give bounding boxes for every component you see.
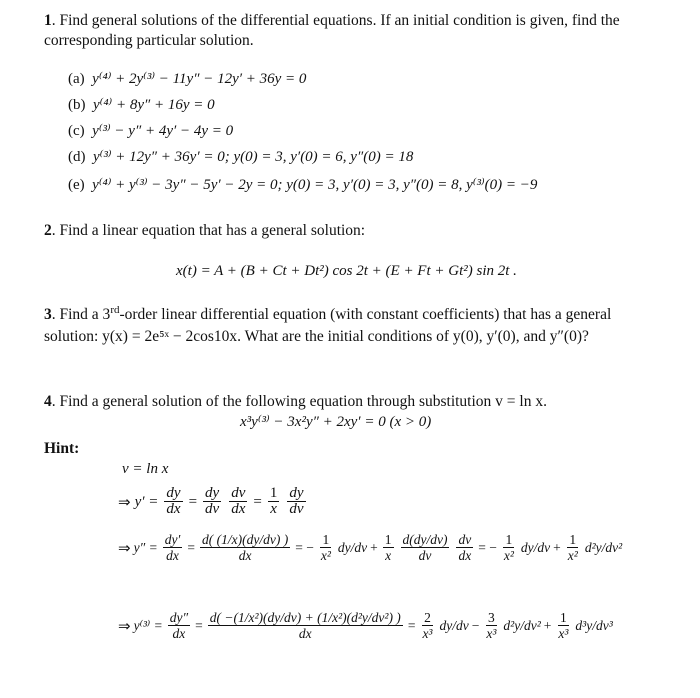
problem-2-text: 2. Find a linear equation that has a general solution: — [44, 222, 366, 239]
problem-3-number: 3 — [44, 306, 52, 323]
problem-1d: (d) y⁽³⁾ + 12y″ + 36y′ = 0; y(0) = 3, y′(0) = 6, y″(0) = 18 — [68, 149, 414, 165]
fraction: $\frac{\text{d( −(1/x²)(dy/dv) + (1/x²)(d²y/dv²) )}}{dx}$ — [209, 610, 401, 641]
problem-4-text: 4. Find a general solution of the following equation through substitution v = ln x. — [44, 393, 547, 410]
fraction: $\frac{1}{x}$ — [384, 532, 392, 563]
fraction: $\frac{1}{\text{x²}}$ — [567, 532, 578, 563]
fraction: $\frac{1}{\text{x²}}$ — [320, 532, 331, 563]
fraction: $\frac{d(dy/dv)}{dv}$ — [402, 532, 448, 563]
problem-1-line1: 1. Find general solutions of the differential equations. If an initial condition is given, find the — [44, 12, 620, 29]
fraction: $\frac{2}{\text{x³}}$ — [422, 610, 433, 641]
problem-2-number: 2 — [44, 222, 52, 239]
fraction: $\frac{1}{\text{x³}}$ — [558, 610, 569, 641]
problem-4-equation: x³y⁽³⁾ − 3x²y″ + 2xy′ = 0 (x > 0) — [240, 414, 432, 430]
implies-arrow-2: ⇒ — [118, 538, 131, 557]
fraction: $\frac{1}{x}$ — [269, 485, 278, 517]
fraction: $\frac{dy'}{dx}$ — [164, 532, 181, 563]
hint-second-derivative: ⇒ y″ = $\frac{dy'}{dx}$ = $\frac{d( (1/x)(dy/dv) )}{dx}$ = − $\frac{1}{\text{x²}}$ dy/dv + $\frac{1}{x}$ $\frac{d(dy/dv)}{dv}$ $\frac{dv}{dx}$ = − $\frac{1}{\text{x²}}$ dy/dv + $\frac{1}{\text{x²}}$ d²y/dv² — [118, 532, 623, 563]
problem-1e: (e) y⁽⁴⁾ + y⁽³⁾ − 3y″ − 5y′ − 2y = 0; y(0) = 3, y′(0) = 3, y″(0) = 8, y⁽³⁾(0) = −9 — [68, 177, 538, 193]
fraction: $\frac{d( (1/x)(dy/dv) )}{dx}$ — [202, 532, 289, 563]
problem-2-equation: x(t) = A + (B + Ct + Dt²) cos 2t + (E + Ft + Gt²) sin 2t . — [176, 263, 517, 279]
problem-4-number: 4 — [44, 393, 52, 410]
fraction: $\frac{dv}{dx}$ — [458, 532, 472, 563]
fraction: $\frac{1}{\text{x²}}$ — [503, 532, 514, 563]
fraction: $\frac{dy}{dv}$ — [205, 485, 220, 517]
problem-1c: (c) y⁽³⁾ − y″ + 4y′ − 4y = 0 — [68, 123, 234, 139]
implies-arrow-1: ⇒ — [118, 492, 131, 511]
hint-label: Hint: — [44, 440, 80, 457]
fraction: $\frac{3}{\text{x³}}$ — [486, 610, 497, 641]
hint-substitution: v = ln x — [122, 461, 169, 477]
fraction: $\frac{dy''}{dx}$ — [169, 610, 189, 641]
problem-1-number: 1 — [44, 12, 52, 29]
problem-3-line2: solution: y(x) = 2e⁵ˣ − 2cos10x. What are the initial conditions of y(0), y′(0), and y″(0)? — [44, 328, 589, 345]
problem-1a: (a) y⁽⁴⁾ + 2y⁽³⁾ − 11y″ − 12y′ + 36y = 0 — [68, 71, 307, 87]
fraction: $\frac{dv}{dx}$ — [231, 485, 246, 517]
fraction: $\frac{dy}{dv}$ — [289, 485, 304, 517]
problem-3-line1: 3. Find a 3rd-order linear differential equation (with constant coefficients) that has a general — [44, 303, 612, 323]
fraction: $\frac{dy}{dx}$ — [166, 485, 181, 517]
hint-third-derivative: ⇒ y⁽³⁾ = $\frac{dy''}{dx}$ = $\frac{\text{d( −(1/x²)(dy/dv) + (1/x²)(d²y/dv²) )}}{dx}$ = $\frac{2}{\text{x³}}$ dy/dv − $\frac{3}{\text{x³}}$ d²y/dv² + $\frac{1}{\text{x³}}$ d³y/dv³ — [118, 610, 613, 641]
problem-1b: (b) y⁽⁴⁾ + 8y″ + 16y = 0 — [68, 97, 215, 113]
hint-first-derivative: ⇒ y′ = $\frac{dy}{dx}$ = $\frac{dy}{dv}$ $\frac{dv}{dx}$ = $\frac{1}{x}$ $\frac{dy}{dv}$ — [118, 485, 304, 517]
implies-arrow-3: ⇒ — [118, 616, 131, 635]
problem-1-line2: corresponding particular solution. — [44, 32, 254, 49]
